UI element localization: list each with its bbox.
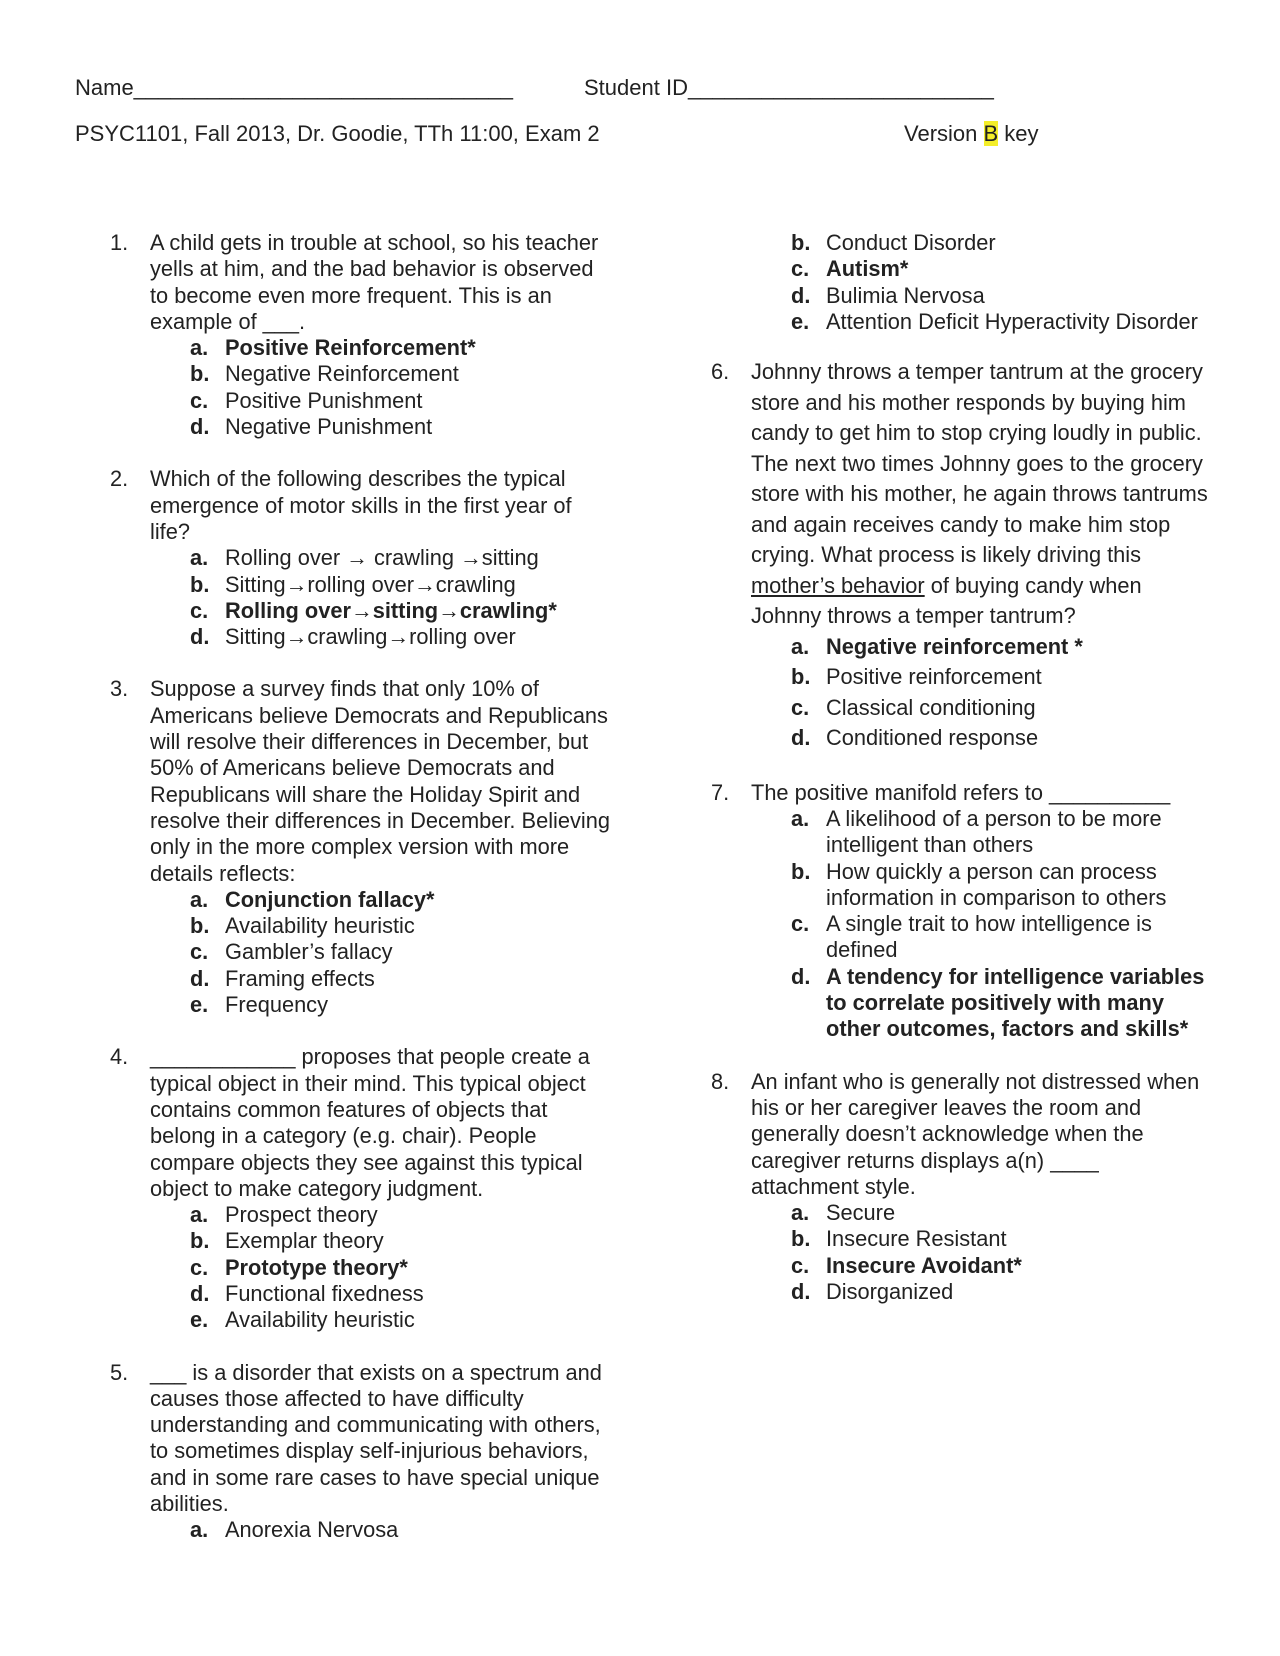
question-text: ___ is a disorder that exists on a spectrum and causes those affected to have difficulty understanding and communicating with others, to sometimes display self-injurious behaviors, and in some rare cases to have special unique abilities. xyxy=(150,1359,602,1517)
right-column xyxy=(711,230,1211,1331)
option-text: Attention Deficit Hyperactivity Disorder xyxy=(826,308,1198,334)
option-text: Insecure Resistant xyxy=(826,1226,1007,1252)
option-letter: c. xyxy=(791,256,810,282)
student-id-field-line[interactable]: Student ID_________________________ xyxy=(584,75,994,100)
question-number: 7. xyxy=(711,779,730,805)
option-list xyxy=(751,230,1211,335)
answer-option xyxy=(150,939,610,965)
option-text: Gambler’s fallacy xyxy=(225,939,393,965)
option-text: Conditioned response xyxy=(826,725,1039,751)
version-suffix: key xyxy=(998,121,1039,146)
option-letter: a. xyxy=(791,805,810,831)
option-letter: e. xyxy=(190,992,209,1018)
option-text: Anorexia Nervosa xyxy=(225,1517,399,1543)
answer-option xyxy=(150,1228,610,1254)
option-text: Framing effects xyxy=(225,965,375,991)
option-text: A single trait to how intelligence is defined xyxy=(826,911,1152,963)
question-2 xyxy=(110,466,610,650)
option-text: Frequency xyxy=(225,992,328,1018)
option-text: Sitting→rolling over→crawling xyxy=(225,571,516,597)
option-list xyxy=(751,632,1211,754)
option-text: Insecure Avoidant* xyxy=(826,1252,1022,1278)
option-text: Secure xyxy=(826,1200,896,1226)
course-info: PSYC1101, Fall 2013, Dr. Goodie, TTh 11:00, Exam 2 xyxy=(75,121,600,146)
option-text: How quickly a person can process information in comparison to others xyxy=(826,858,1167,910)
option-text: Positive reinforcement xyxy=(826,664,1042,690)
question-text: An infant who is generally not distressed when his or her caregiver leaves the room and generally doesn’t acknowledge when the caregiver returns displays a(n) ____ attachment style. xyxy=(751,1068,1200,1199)
answer-option xyxy=(150,388,610,414)
answer-option xyxy=(751,859,1211,912)
answer-option xyxy=(751,230,1211,256)
answer-option-correct xyxy=(150,1255,610,1281)
option-list xyxy=(150,887,610,1018)
option-list xyxy=(751,1200,1211,1305)
question-text: Suppose a survey finds that only 10% of Americans believe Democrats and Republicans will resolve their differences in December, but 50% of Americans believe Democrats and Republicans will share the Holiday Spirit and resolve their differences in December. Believing only in the more complex version with more details reflects: xyxy=(150,676,610,886)
option-text: Positive Reinforcement* xyxy=(225,335,476,361)
question-number: 2. xyxy=(110,466,129,492)
question-7 xyxy=(711,780,1211,1043)
left-column xyxy=(110,230,610,1570)
option-letter: a. xyxy=(190,335,209,361)
answer-option xyxy=(150,572,610,598)
option-letter: c. xyxy=(190,597,209,623)
option-letter: c. xyxy=(190,1254,209,1280)
option-text: Positive Punishment xyxy=(225,387,423,413)
answer-option xyxy=(150,361,610,387)
option-text: Classical conditioning xyxy=(826,694,1036,720)
answer-option-correct xyxy=(751,256,1211,282)
option-letter: a. xyxy=(791,633,810,659)
answer-option xyxy=(751,309,1211,335)
option-letter: b. xyxy=(791,1226,811,1252)
option-text: Negative Reinforcement xyxy=(225,361,459,387)
answer-option xyxy=(150,992,610,1018)
option-letter: b. xyxy=(791,858,811,884)
option-text: A tendency for intelligence variables to correlate positively with many other outcomes, factors and skills* xyxy=(826,963,1205,1042)
option-letter: b. xyxy=(791,230,811,255)
option-letter: d. xyxy=(791,725,811,751)
option-text: Negative Punishment xyxy=(225,414,433,440)
question-number: 6. xyxy=(711,359,730,385)
option-letter: d. xyxy=(190,624,210,650)
option-letter: a. xyxy=(190,1202,209,1228)
option-letter: c. xyxy=(190,387,209,413)
question-number: 1. xyxy=(110,230,129,255)
option-letter: a. xyxy=(791,1200,810,1226)
option-text: Bulimia Nervosa xyxy=(826,282,985,308)
option-text: Prospect theory xyxy=(225,1202,378,1228)
option-text: Negative reinforcement * xyxy=(826,633,1083,659)
question-4 xyxy=(110,1044,610,1333)
answer-option xyxy=(150,624,610,650)
answer-option xyxy=(751,1226,1211,1252)
option-text: Availability heuristic xyxy=(225,913,415,939)
option-letter: a. xyxy=(190,1517,209,1543)
question-3 xyxy=(110,676,610,1018)
option-letter: c. xyxy=(190,939,209,965)
question-text: A child gets in trouble at school, so his teacher yells at him, and the bad behavior is observed to become even more frequent. This is an example of ___. xyxy=(150,230,599,334)
answer-option-correct xyxy=(751,1253,1211,1279)
option-list xyxy=(150,1202,610,1333)
option-text: Rolling over→sitting→crawling* xyxy=(225,597,557,623)
question-6 xyxy=(711,357,1211,754)
option-text: Conduct Disorder xyxy=(826,230,996,255)
answer-option xyxy=(150,1281,610,1307)
option-letter: d. xyxy=(190,1280,210,1306)
version-prefix: Version xyxy=(904,121,984,146)
answer-option xyxy=(751,723,1211,754)
answer-option xyxy=(751,1200,1211,1226)
option-letter: c. xyxy=(791,1252,810,1278)
question-1 xyxy=(110,230,610,440)
option-list xyxy=(150,545,610,650)
answer-option xyxy=(150,1307,610,1333)
answer-option xyxy=(751,283,1211,309)
question-number: 8. xyxy=(711,1068,730,1094)
option-text: Autism* xyxy=(826,256,909,282)
answer-option-correct xyxy=(150,887,610,913)
answer-option-correct xyxy=(150,335,610,361)
answer-option xyxy=(150,1517,610,1543)
answer-option-correct xyxy=(751,964,1211,1043)
underlined-phrase: mother’s behavior xyxy=(751,572,925,598)
question-number: 3. xyxy=(110,676,129,702)
option-text: Disorganized xyxy=(826,1279,954,1305)
answer-option-correct xyxy=(751,632,1211,663)
option-text: Rolling over → crawling →sitting xyxy=(225,545,539,571)
name-field-line[interactable]: Name_______________________________ xyxy=(75,75,513,100)
option-letter: d. xyxy=(190,965,210,991)
option-letter: d. xyxy=(190,414,210,440)
question-text-part: of buying candy when Johnny throws a temper tantrum? xyxy=(751,572,1142,629)
question-number: 5. xyxy=(110,1359,129,1385)
option-letter: d. xyxy=(791,963,811,989)
option-text: Conjunction fallacy* xyxy=(225,886,435,912)
option-letter: d. xyxy=(791,282,811,308)
option-text: Availability heuristic xyxy=(225,1307,415,1333)
question-text-part: Johnny throws a temper tantrum at the grocery store and his mother responds by buying him candy to get him to stop crying loudly in public. The next two times Johnny goes to the grocery store with his mother, he again throws tantrums and again receives candy to make him stop crying. What process is likely driving this xyxy=(751,359,1208,568)
question-5 xyxy=(110,1360,610,1544)
answer-option xyxy=(751,911,1211,964)
option-letter: e. xyxy=(190,1307,209,1333)
option-letter: c. xyxy=(791,694,810,720)
answer-option xyxy=(150,1202,610,1228)
version-letter-highlight: B xyxy=(983,121,999,146)
question-text xyxy=(751,357,1211,632)
answer-option xyxy=(751,806,1211,859)
option-text: Sitting→crawling→rolling over xyxy=(225,624,516,650)
option-text: A likelihood of a person to be more intelligent than others xyxy=(826,805,1162,858)
option-list xyxy=(150,335,610,440)
option-text: Functional fixedness xyxy=(225,1280,424,1306)
answer-option xyxy=(150,414,610,440)
option-letter: b. xyxy=(190,361,210,387)
answer-option xyxy=(150,545,610,571)
question-text: Which of the following describes the typical emergence of motor skills in the first year of life? xyxy=(150,466,572,544)
answer-option xyxy=(150,913,610,939)
answer-option xyxy=(150,966,610,992)
question-text: ____________ proposes that people create a typical object in their mind. This typical object contains common features of objects that belong in a category (e.g. chair). People compare objects they see against this typical object to make category judgment. xyxy=(150,1044,590,1201)
option-letter: a. xyxy=(190,886,209,912)
option-letter: b. xyxy=(791,664,811,690)
answer-option xyxy=(751,1279,1211,1305)
answer-option-correct xyxy=(150,598,610,624)
answer-option xyxy=(751,662,1211,693)
option-letter: a. xyxy=(190,545,209,571)
option-letter: b. xyxy=(190,1228,210,1254)
version-label xyxy=(904,121,1039,147)
option-letter: d. xyxy=(791,1279,811,1305)
question-text: The positive manifold refers to __________ xyxy=(751,779,1171,805)
option-letter: b. xyxy=(190,571,210,597)
option-letter: b. xyxy=(190,913,210,939)
question-5-continued xyxy=(711,230,1211,335)
option-list xyxy=(150,1517,610,1543)
option-text: Prototype theory* xyxy=(225,1254,408,1280)
answer-option xyxy=(751,693,1211,724)
question-8 xyxy=(711,1069,1211,1306)
option-letter: e. xyxy=(791,308,810,334)
option-text: Exemplar theory xyxy=(225,1228,384,1254)
option-letter: c. xyxy=(791,911,810,937)
question-number: 4. xyxy=(110,1044,129,1070)
option-list xyxy=(751,806,1211,1043)
